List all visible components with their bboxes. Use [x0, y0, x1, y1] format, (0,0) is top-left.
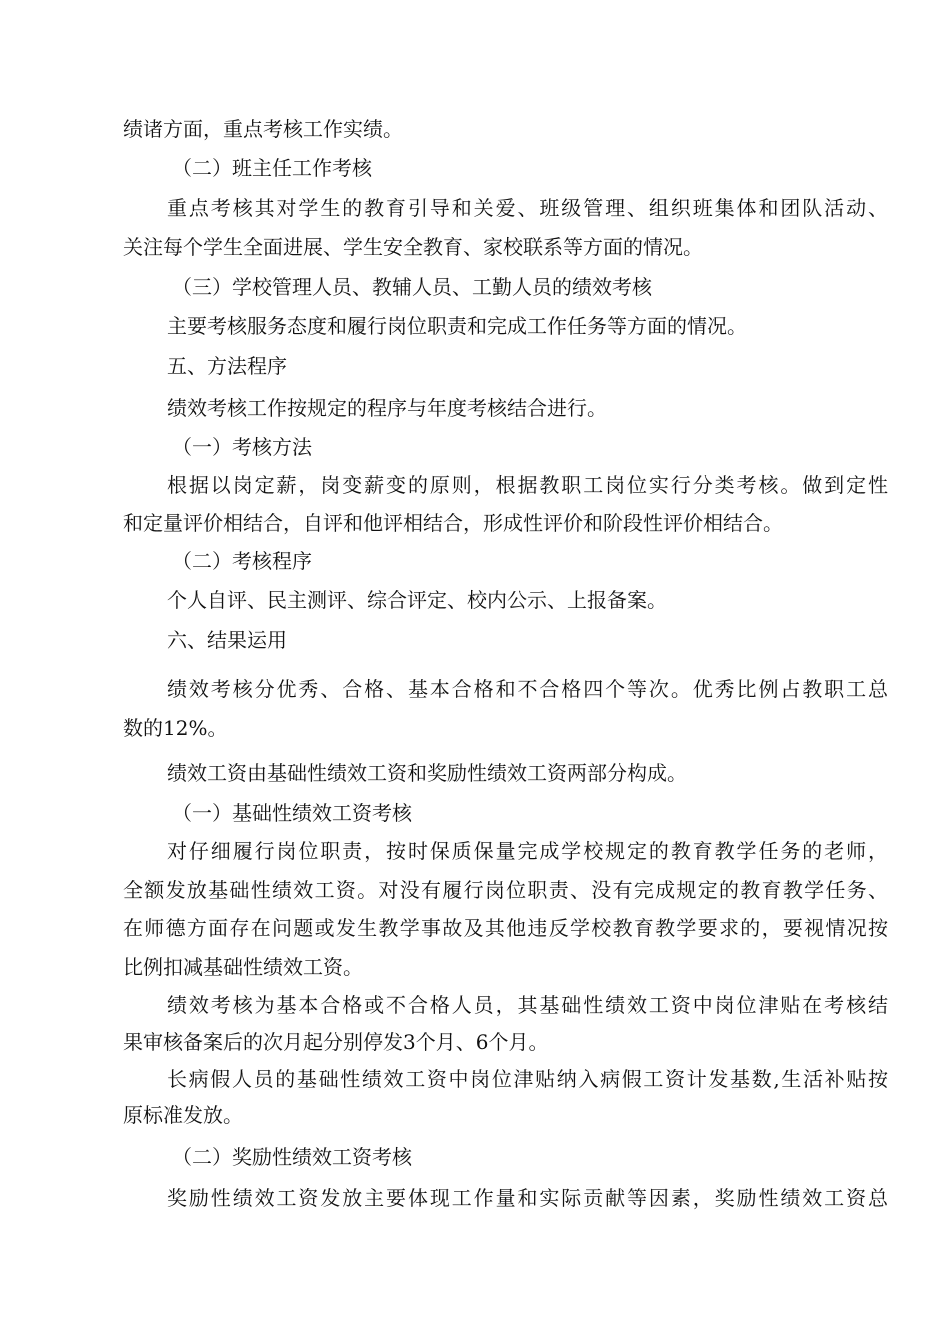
paragraph-line: 绩效考核工作按规定的程序与年度考核结合进行。	[167, 396, 607, 420]
paragraph-line: 个人自评、民主测评、综合评定、校内公示、上报备案。	[167, 588, 667, 612]
paragraph-line: 重点考核其对学生的教育引导和关爱、班级管理、组织班集体和团队活动、	[167, 196, 888, 220]
paragraph-line: 主要考核服务态度和履行岗位职责和完成工作任务等方面的情况。	[167, 314, 747, 338]
section-heading: 五、方法程序	[167, 354, 287, 378]
paragraph-line: 在师德方面存在问题或发生教学事故及其他违反学校教育教学要求的，要视情况按	[123, 916, 888, 940]
paragraph-line: 对仔细履行岗位职责，按时保质保量完成学校规定的教育教学任务的老师，	[167, 839, 888, 863]
section-heading: （一）基础性绩效工资考核	[172, 801, 412, 825]
paragraph-line: 果审核备案后的次月起分别停发3个月、6个月。	[123, 1030, 549, 1054]
section-heading: （二）班主任工作考核	[172, 156, 372, 180]
paragraph-line: 和定量评价相结合，自评和他评相结合，形成性评价和阶段性评价相结合。	[123, 511, 783, 535]
paragraph-line: 绩效工资由基础性绩效工资和奖励性绩效工资两部分构成。	[167, 761, 687, 785]
paragraph-line: 比例扣减基础性绩效工资。	[123, 955, 363, 979]
section-heading: 六、结果运用	[167, 628, 287, 652]
paragraph-line: 全额发放基础性绩效工资。对没有履行岗位职责、没有完成规定的教育教学任务、	[123, 878, 888, 902]
paragraph-line: 长病假人员的基础性绩效工资中岗位津贴纳入病假工资计发基数,生活补贴按	[167, 1067, 888, 1091]
paragraph-line: 数的12%。	[123, 716, 228, 740]
paragraph-line: 关注每个学生全面进展、学生安全教育、家校联系等方面的情况。	[123, 235, 703, 259]
paragraph-line: 奖励性绩效工资发放主要体现工作量和实际贡献等因素，奖励性绩效工资总	[167, 1186, 888, 1210]
paragraph-line: 原标准发放。	[123, 1103, 243, 1127]
paragraph-line: 绩效考核分优秀、合格、基本合格和不合格四个等次。优秀比例占教职工总	[167, 677, 888, 701]
section-heading: （一）考核方法	[172, 435, 312, 459]
paragraph-line: 绩效考核为基本合格或不合格人员，其基础性绩效工资中岗位津贴在考核结	[167, 993, 888, 1017]
section-heading: （二）考核程序	[172, 549, 312, 573]
paragraph-line: 绩诸方面，重点考核工作实绩。	[123, 117, 403, 141]
paragraph-line: 根据以岗定薪，岗变薪变的原则，根据教职工岗位实行分类考核。做到定性	[167, 473, 888, 497]
section-heading: （二）奖励性绩效工资考核	[172, 1145, 412, 1169]
section-heading: （三）学校管理人员、教辅人员、工勤人员的绩效考核	[172, 275, 652, 299]
